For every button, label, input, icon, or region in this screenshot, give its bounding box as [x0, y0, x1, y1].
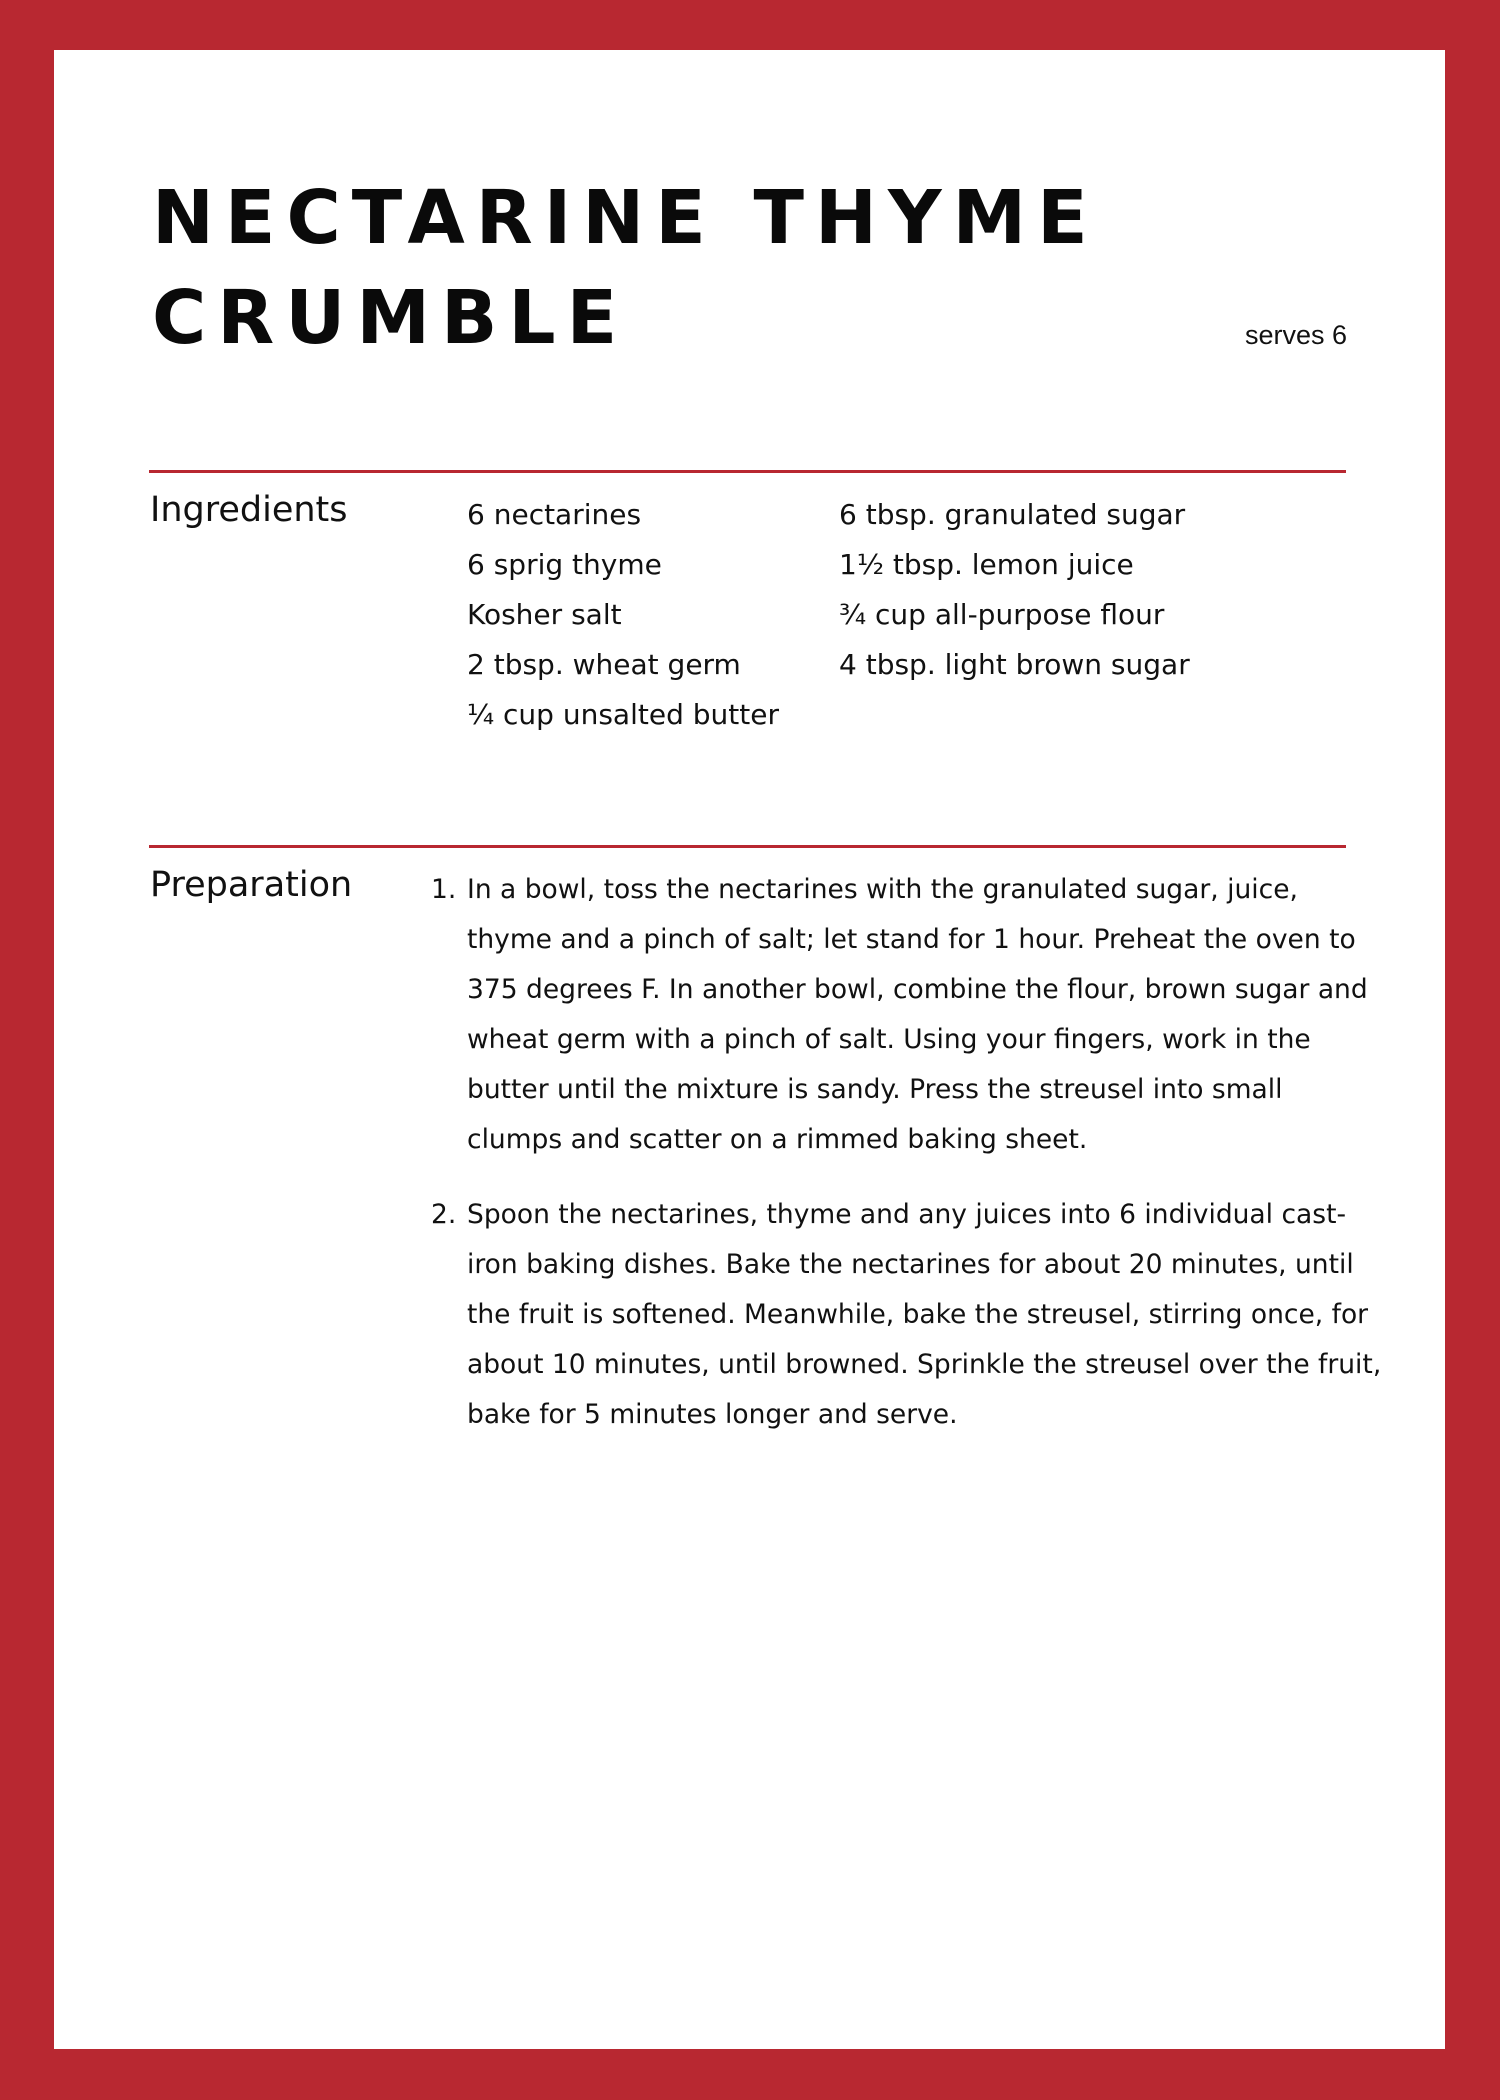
- recipe-title: NECTARINE THYME CRUMBLE: [152, 175, 1099, 361]
- ingredients-list-left: [467, 490, 827, 740]
- ingredients-heading: Ingredients: [150, 490, 348, 530]
- preparation-step: [431, 865, 1384, 1165]
- step-number: 2.: [431, 1199, 457, 1230]
- preparation-steps: [431, 865, 1384, 1465]
- ingredient-item: 4 tbsp. light brown sugar: [839, 648, 1190, 681]
- ingredient-item: 1½ tbsp. lemon juice: [839, 548, 1134, 581]
- preparation-heading: Preparation: [150, 865, 353, 905]
- ingredient-item: ¾ cup all-purpose flour: [839, 598, 1165, 631]
- preparation-divider: [149, 845, 1346, 848]
- serves-label: serves 6: [1244, 320, 1347, 350]
- ingredient-item: 6 sprig thyme: [467, 548, 662, 581]
- recipe-card: [54, 50, 1445, 2049]
- ingredients-divider: [149, 470, 1346, 473]
- ingredient-item: 6 nectarines: [467, 498, 642, 531]
- preparation-step: [431, 1190, 1384, 1440]
- ingredient-item: ¼ cup unsalted butter: [467, 698, 779, 731]
- ingredient-item: 6 tbsp. granulated sugar: [839, 498, 1186, 531]
- ingredients-list-right: [839, 490, 1319, 690]
- step-text: Spoon the nectarines, thyme and any juices into 6 individual cast-iron baking dishes. Bake the nectarines for about 20 minutes, until the fruit is softened. Meanwhile, bake the streusel, stirring once, for about 10 minutes, until browned. Sprinkle the streusel over the fruit, bake for 5 minutes longer and serve.: [467, 1199, 1382, 1430]
- ingredient-item: 2 tbsp. wheat germ: [467, 648, 741, 681]
- ingredient-item: Kosher salt: [467, 598, 622, 631]
- step-number: 1.: [431, 874, 457, 905]
- step-text: In a bowl, toss the nectarines with the granulated sugar, juice, thyme and a pinch of salt; let stand for 1 hour. Preheat the oven to 375 degrees F. In another bowl, combine the flour, brown sugar and wheat germ with a pinch of salt. Using your fingers, work in the butter until the mixture is sandy. Press the streusel into small clumps and scatter on a rimmed baking sheet.: [467, 874, 1368, 1155]
